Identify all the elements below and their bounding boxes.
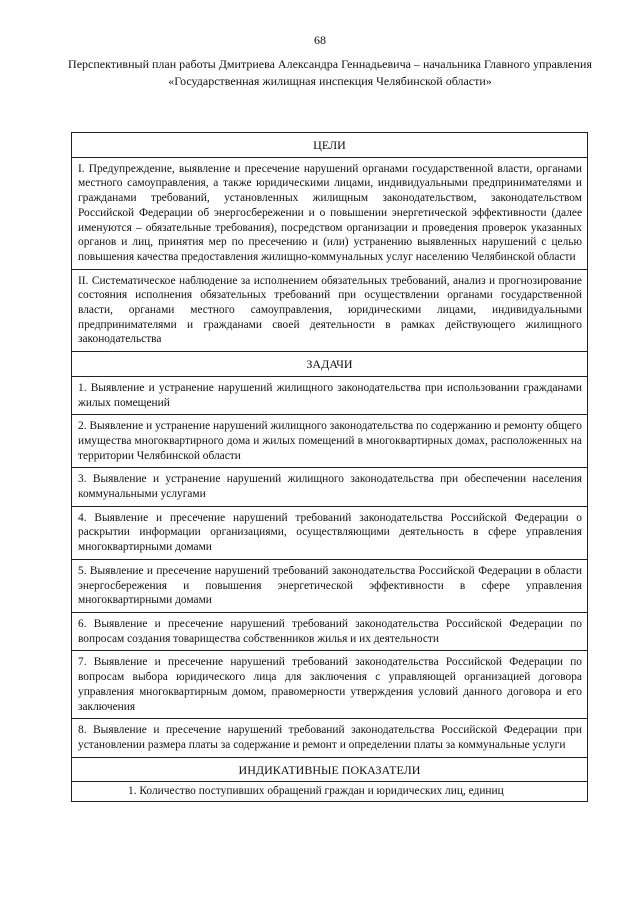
goals-heading: ЦЕЛИ: [72, 133, 588, 158]
task-cell: 7. Выявление и пресечение нарушений требований законодательства Российской Федерации по вопросам выбора юридического лица для заключения с управляющей организацией договора управления многоквартирным домом, правомерности утверждения условий данного договора и его заключения: [72, 651, 588, 719]
goals-heading-row: [72, 133, 588, 158]
task-cell: 5. Выявление и пресечение нарушений требований законодательства Российской Федерации в области энергосбережения и повышения энергетической эффективности в сфере управления многоквартирными домами: [72, 559, 588, 612]
task-cell: 3. Выявление и устранение нарушений жилищного законодательства при обеспечении населения коммунальными услугами: [72, 468, 588, 506]
indicators-heading: ИНДИКАТИВНЫЕ ПОКАЗАТЕЛИ: [72, 757, 588, 782]
task-row: [72, 651, 588, 719]
task-cell: 8. Выявление и пресечение нарушений требований законодательства Российской Федерации при установлении размера платы за содержание и ремонт и определении платы за коммунальные услуги: [72, 719, 588, 757]
task-row: [72, 719, 588, 757]
task-row: [72, 559, 588, 612]
task-cell: 6. Выявление и пресечение нарушений требований законодательства Российской Федерации по вопросам создания товарищества собственников жилья и их деятельности: [72, 612, 588, 650]
task-row: [72, 612, 588, 650]
indicator-cell: 1. Количество поступивших обращений граждан и юридических лиц, единиц: [72, 782, 588, 802]
page-number: 68: [314, 33, 326, 47]
task-row: [72, 468, 588, 506]
goal-row: [72, 157, 588, 269]
document-title: Перспективный план работы Дмитриева Александра Геннадьевича – начальника Главного управления «Государственная жилищная инспекция Челябинской области»: [68, 57, 592, 88]
task-row: [72, 506, 588, 559]
goal-row: [72, 269, 588, 352]
task-row: [72, 376, 588, 414]
indicators-heading-row: [72, 757, 588, 782]
task-cell: 4. Выявление и пресечение нарушений требований законодательства Российской Федерации о раскрытии информации организациями, осуществляющими деятельность в сфере управления многоквартирными домами: [72, 506, 588, 559]
task-row: [72, 415, 588, 468]
indicator-row: [72, 782, 588, 802]
tasks-heading: ЗАДАЧИ: [72, 352, 588, 377]
goal-cell: II. Систематическое наблюдение за исполнением обязательных требований, анализ и прогнозирование состояния исполнения обязательных требований при осуществлении органами государственной власти, органами местного самоуправления, юридическими лицами, индивидуальными предпринимателями и гражданами своей деятельности в рамках действующего жилищного законодательства: [72, 269, 588, 352]
goal-cell: I. Предупреждение, выявление и пресечение нарушений органами государственной власти, органами местного самоуправления, а также юридическими лицами, индивидуальными предпринимателями и гражданами требований, установленных жилищным законодательством, законодательством Российской Федерации об энергосбережении и о повышении энергетической эффективности (далее именуются – обязательные требования), посредством организации и проведения проверок указанных органов и лиц, принятия мер по пресечению и (или) устранению выявленных нарушений с целью повышения качества предоставления жилищно-коммунальных услуг населению Челябинской области: [72, 157, 588, 269]
plan-table: [71, 132, 588, 802]
task-cell: 1. Выявление и устранение нарушений жилищного законодательства при использовании гражданами жилых помещений: [72, 376, 588, 414]
task-cell: 2. Выявление и устранение нарушений жилищного законодательства по содержанию и ремонту общего имущества многоквартирного дома и жилых помещений в многоквартирных домах, расположенных на территории Челябинской области: [72, 415, 588, 468]
tasks-heading-row: [72, 352, 588, 377]
